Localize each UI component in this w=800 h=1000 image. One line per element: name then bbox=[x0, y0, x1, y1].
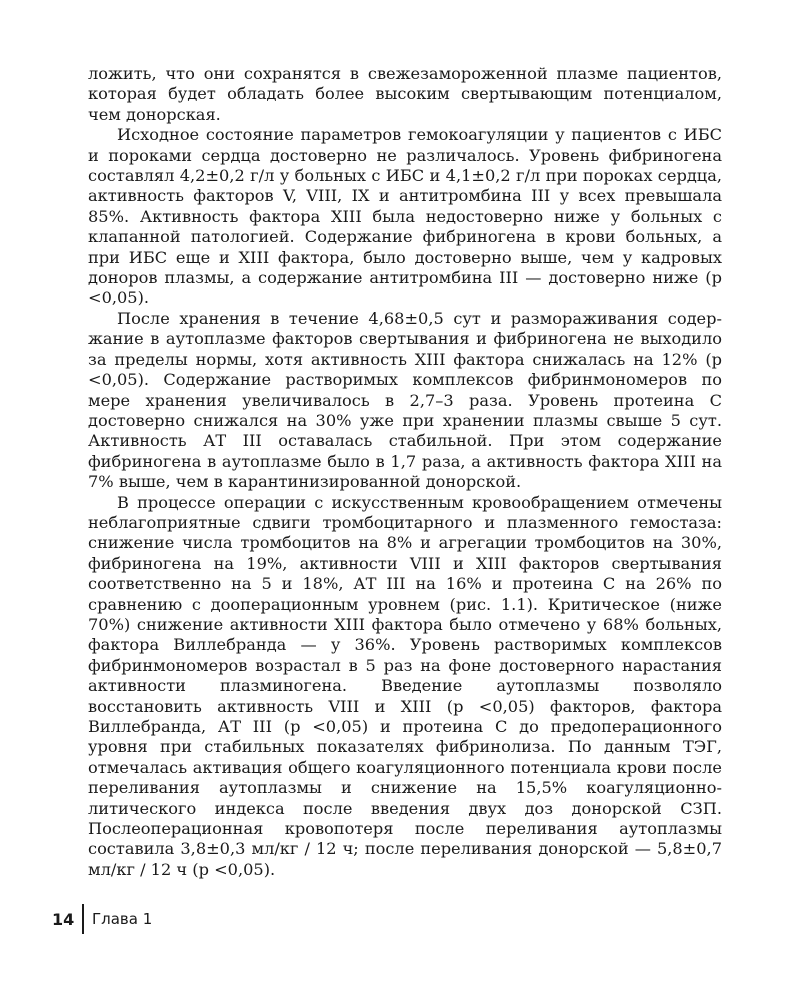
paragraph-surgery-results: В процессе операции с искусственным кровообращением отмечены неблагоприятные сдвиги тромбоцитарного и плазменного гемостаза: снижение числа тромбоцитов на 8% и агрегации тромбоцитов на 30%, фибриногена на 19%, активности VIII и XIII факторов свертывания соответственно на 5 и 18%, АТ III на 16% и протеина С на 26% по сравнению с дооперационным уровнем (рис. 1.1). Критическое (ниже 70%) снижение активности XIII фактора было отмечено у 68% больных, фактора Виллебранда — у 36%. Уровень растворимых комплексов фибринмономеров возрастал в 5 раз на фоне достоверного нарастания активности плазминогена. Введение аутоплазмы позволяло восстановить активность VIII и XIII (p <0,05) факторов, фактора Виллебранда, АТ III (p <0,05) и протеина С до предоперационного уровня при стабильных показателях фибринолиза. По данным ТЭГ, отмечалась активация общего коагуляционного потенциала крови после переливания аутоплазмы и снижение на 15,5% коагуляционно-литического индекса после введения двух доз донорской СЗП. Послеоперационная кровопотеря после переливания аутоплазмы составила 3,8±0,3 мл/кг / 12 ч; после переливания донорской — 5,8±0,7 мл/кг / 12 ч (p <0,05). bbox=[88, 492, 722, 879]
body-text bbox=[88, 64, 722, 880]
chapter-label: Глава 1 bbox=[92, 910, 153, 928]
paragraph-storage-results: После хранения в течение 4,68±0,5 сут и размораживания содержание в аутоплазме факторов свертывания и фибриногена не выходило за пределы нормы, хотя активность XIII фактора снижалась на 12% (p <0,05). Содержание растворимых комплексов фибринмономеров по мере хранения увеличивалось в 2,7–3 раза. Уровень протеина С достоверно снижался на 30% уже при хранении плазмы свыше 5 сут. Активность АТ III оставалась стабильной. При этом содержание фибриногена в аутоплазме было в 1,7 раза, а активность фактора XIII на 7% выше, чем в карантинизированной донорской. bbox=[88, 308, 722, 492]
footer-divider bbox=[82, 904, 84, 934]
page-number: 14 bbox=[52, 909, 75, 929]
paragraph-baseline-hemocoagulation: Исходное состояние параметров гемокоагуляции у пациентов с ИБС и пороками сердца достоверно не различалось. Уровень фибриногена составлял 4,2±0,2 г/л у больных с ИБС и 4,1±0,2 г/л при пороках сердца, активность факторов V, VIII, IX и антитромбина III у всех превышала 85%. Активность фактора XIII была недостоверно ниже у больных с клапанной патологией. Содержание фибриногена в крови больных, а при ИБС еще и XIII фактора, было достоверно выше, чем у кадровых доноров плазмы, а содержание антитромбина III — достоверно ниже (p <0,05). bbox=[88, 125, 722, 308]
page-footer bbox=[52, 904, 152, 934]
paragraph-continuation: ложить, что они сохранятся в свежезамороженной плазме пациентов, которая будет обладать более высоким свертывающим потенциалом, чем донорская. bbox=[88, 64, 722, 124]
